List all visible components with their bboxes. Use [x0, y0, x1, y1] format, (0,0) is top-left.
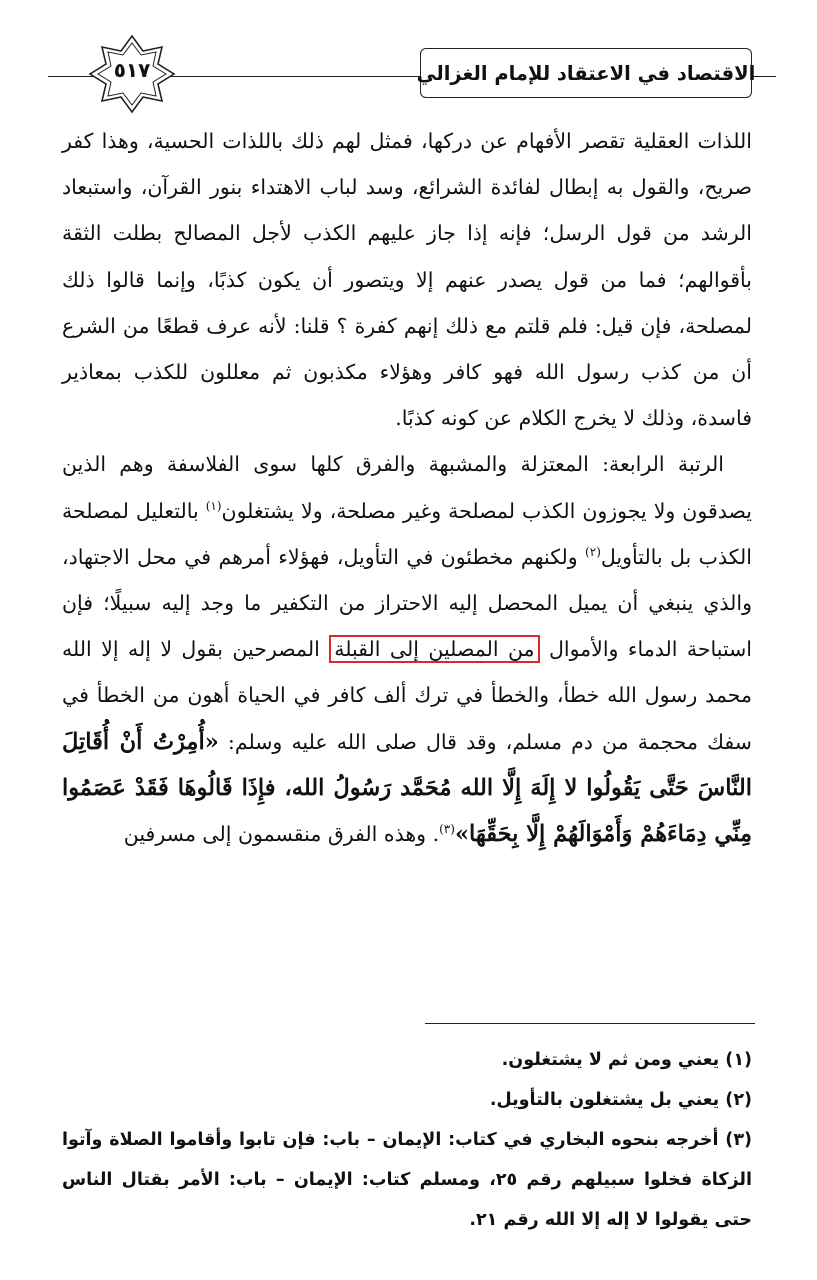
hadith-quote: «أُمِرْتُ أَنْ أُقَاتِلَ النَّاسَ حَتَّى يَقُولُوا لا إِلَهَ إِلَّا الله مُحَمَّد رَسُولُ الله، فإِذَا قَالُوهَا فَقَدْ عَصَمُوا مِنِّي دِمَاءَهُمْ وَأَمْوَالَهُمْ إِلَّا بِحَقِّهَا» — [62, 728, 752, 848]
footnote-ref-3[interactable]: (٣) — [439, 822, 455, 837]
running-title: الاقتصاد في الاعتقاد للإمام الغزالي — [416, 61, 756, 85]
footnote-3: (٣) أخرجه بنحوه البخاري في كتاب: الإيمان – باب: فإن تابوا وأقاموا الصلاة وآتوا الزكاة فخلوا سبيلهم رقم ٢٥، ومسلم كتاب: الإيمان – باب: الأمر بقتال الناس حتى يقولوا لا إله إلا الله رقم ٢١. — [62, 1130, 752, 1230]
paragraph-2-part-a: الرتبة الرابعة: المعتزلة والمشبهة والفرق كلها سوى الفلاسفة وهم الذين يصدقون ولا يجوزون الكذب لمصلحة وغير مصلحة، ولا يشتغلون — [62, 452, 752, 523]
paragraph-2-part-c: ولكنهم مخطئون في التأويل، فهؤلاء أمرهم في محل الاجتهاد، والذي ينبغي أن يميل المحصل إليه الاحتراز من التكفير ما وجد إليه سبيلًا؛ فإن استباحة الدماء والأموال — [62, 544, 753, 662]
paragraph-2-part-d: المصرحين بقول لا إله إلا الله محمد رسول الله خطأ، والخطأ في ترك ألف كافر في الحياة أهون من الخطأ في سفك محجمة من دم مسلم، وقد قال صلى الله عليه وسلم: — [62, 637, 752, 754]
page-header — [40, 34, 780, 110]
paragraph-2-part-b: بالتعليل لمصلحة الكذب بل بالتأويل — [62, 498, 752, 569]
footnote-ref-1[interactable]: (١) — [205, 498, 222, 513]
footnotes — [62, 1040, 752, 1240]
footnote-separator — [425, 1023, 755, 1024]
paragraph-1: اللذات العقلية تقصر الأفهام عن دركها، فمثل لهم ذلك باللذات الحسية، وهذا كفر صريح، والقول به إبطال لفائدة الشرائع، وسد لباب الاهتداء بنور القرآن، واستبعاد الرشد من قول الرسل؛ فإنه إذا جاز عليهم الكذب لأجل المصالح بطلت الثقة بأقوالهم؛ فما من قول يصدر عنهم إلا ويتصور أن يكون كذبًا، وإنما قالوا ذلك لمصلحة، فإن قيل: فلم قلتم مع ذلك إنهم كفرة ؟ قلنا: لأنه عرف قطعًا من الشرع أن من كذب رسول الله فهو كافر وهؤلاء مكذبون ثم معللون للكذب بمعاذير فاسدة، وذلك لا يخرج الكلام عن كونه كذبًا. — [62, 129, 752, 431]
page-number-badge — [88, 34, 176, 114]
page-number: ٥١٧ — [113, 58, 151, 82]
footnote-2: (٢) يعني بل يشتغلون بالتأويل. — [489, 1090, 752, 1110]
paragraph-2 — [62, 441, 752, 857]
paragraph-2-part-e: . وهذه الفرق منقسمون إلى مسرفين — [123, 822, 440, 847]
main-text — [62, 118, 752, 857]
highlighted-phrase: من المصلين إلى القبلة — [329, 635, 539, 663]
footnote-1: (١) يعني ومن ثم لا يشتغلون. — [501, 1050, 752, 1070]
running-title-box — [416, 48, 756, 98]
footnote-ref-2[interactable]: (٢) — [585, 545, 601, 559]
